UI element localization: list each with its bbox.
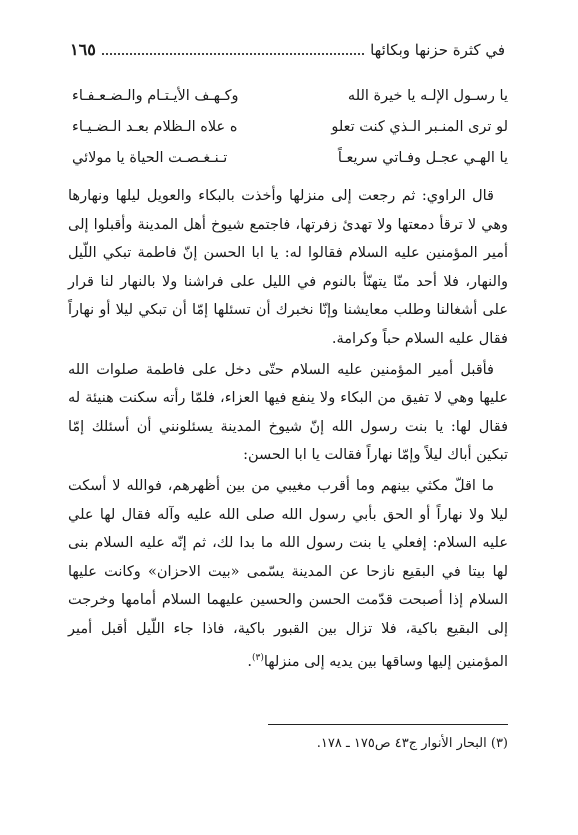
paragraph: فأقبل أمير المؤمنين عليه السلام حتّى دخل على فاطمة صلوات الله عليها وهي لا تفيق من البكاء ولا ينفع فيها العزاء، فلمّا رأته سكنت هنيئة له فقال لها: يا بنت رسول الله إنّ شيوخ المدينة يسئلونني أن أسئلك إمّا تبكين أباك ليلاً وإمّا نهاراً فقالت يا ابا الحسن: (68, 361, 508, 464)
page-number: ١٦٥ (70, 40, 96, 59)
body-text (68, 182, 508, 678)
verse-row (72, 144, 508, 175)
verse-second-hemistich: تـنـغـصـت الحياة يا مولائي (72, 150, 228, 166)
poem-verses (72, 82, 508, 175)
footnote: (٣) البحار الأنوار ج٤٣ ص١٧٥ ـ ١٧٨. (316, 736, 508, 751)
verse-second-hemistich: ه علاه الـظلام بعـد الـضـيـاء (72, 119, 238, 135)
verse-first-hemistich: يا رسـول الإلـه يا خيرة الله (347, 88, 508, 104)
footnote-divider (268, 724, 508, 725)
verse-row (72, 82, 508, 113)
paragraph: قال الراوي: ثم رجعت إلى منزلها وأخذت بالبكاء والعويل ليلها ونهارها وهي لا ترقأ دمعتها ولا تهدئ زفرتها، فاجتمع شيوخ أهل المدينة وأقبلوا إلى أمير المؤمنين عليه السلام فقالوا له: يا ابا الحسن إنّ فاطمة تبكي اللّيل والنهار، فلا أحد منّا يتهنّأ بالنوم في الليل على فراشنا ولا بالنهار لنا قرار على أشغالنا وطلب معايشنا وإنّا نخبرك أن تسئلها إمّا أن تبكي ليلا أو نهاراً فقال عليه السلام حباً وكرامة. (68, 188, 508, 347)
paragraph-with-note: ما اقلّ مكثي بينهم وما أقرب مغيبي من بين أظهرهم، فوالله لا أسكت ليلا ولا نهاراً أو الحق بأبي رسول الله صلى الله عليه وآله فقال لها علي عليه السلام: إفعلي يا بنت رسول الله ما بدا لك، ثم إنّه عليه السلام بنى لها بيتا في البقيع نازحا عن المدينة يسّمى «بيت الاحزان» وكانت عليها السلام إذا أصبحت قدّمت الحسن والحسين عليهما السلام أمامها وخرجت إلى البقيع باكية، فلا تزال بين القبور باكية، فاذا جاء اللّيل أقبل أمير المؤمنين إليها وساقها بين يديه إلى منزلها$^{(٣)}$. (68, 477, 508, 670)
verse-second-hemistich: وكـهـف الأيـتـام والـضـعـفـاء (72, 88, 239, 104)
paragraph-text: ما اقلّ مكثي بينهم وما أقرب مغيبي من بين أظهرهم، فوالله لا أسكت ليلا ولا نهاراً أو الحق بأبي رسول الله صلى الله عليه وآله فقال لها علي عليه السلام: إفعلي يا بنت رسول الله ما بدا لك، ثم إنّه عليه السلام بنى لها بيتا في البقيع نازحا عن المدينة يسّمى «بيت الاحزان» وكانت عليها السلام إذا أصبحت قدّمت الحسن والحسين عليهما السلام أمامها وخرجت إلى البقيع باكية، فلا تزال بين القبور باكية، فاذا جاء اللّيل أقبل أمير المؤمنين إليها وساقها بين يديه إلى منزلها (68, 477, 508, 670)
verse-first-hemistich: يا الهـي عجـل وفـاتي سريعـاً (337, 150, 508, 166)
header-title: في كثرة حزنها وبكائها (370, 41, 505, 59)
footnote-reference[interactable]: (٣) (251, 652, 264, 663)
verse-first-hemistich: لو ترى المنـبر الـذي كنت تعلو (331, 119, 508, 135)
running-header (70, 40, 505, 68)
header-dot-leader (102, 43, 364, 55)
verse-row (72, 113, 508, 144)
